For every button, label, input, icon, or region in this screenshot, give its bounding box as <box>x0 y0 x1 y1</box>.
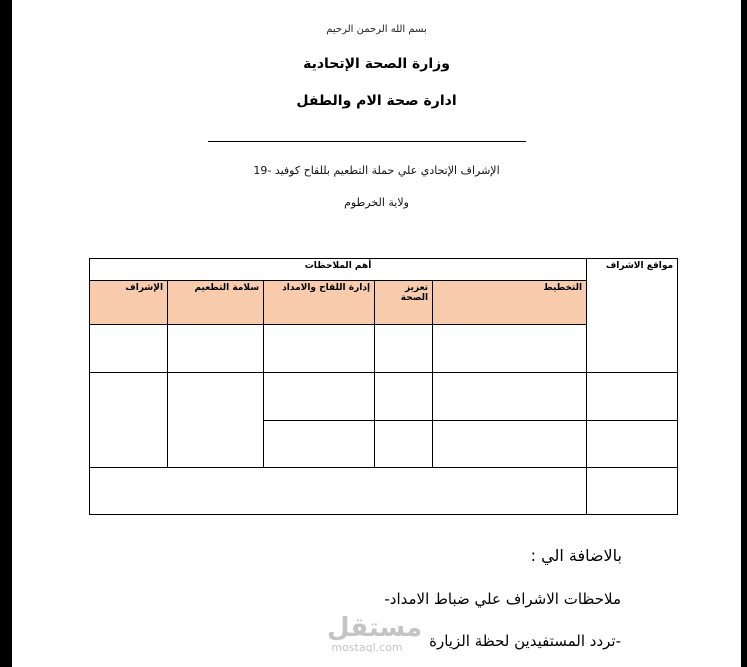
notes-header-cell <box>90 259 587 281</box>
horizontal-rule <box>208 141 526 142</box>
table-cell <box>375 421 433 468</box>
watermark-latin: mostaql.com <box>331 641 403 654</box>
state-name: ولاية الخرطوم <box>344 196 409 209</box>
table-cell <box>433 421 587 468</box>
table-cell <box>264 373 375 421</box>
column-supervision: الإشراف <box>90 281 168 325</box>
basmala: بسم الله الرحمن الرحيم <box>326 24 427 35</box>
sites-header-cell <box>587 259 678 373</box>
table-cell <box>587 421 678 468</box>
mostaql-watermark <box>327 613 423 664</box>
column-health-promotion: تعزيز الصحة <box>375 281 433 325</box>
campaign-subtitle: الإشراف الإتحادي علي حملة التطعيم بللقاح كوفيد -19 <box>253 164 500 177</box>
table-cell <box>264 421 375 468</box>
table-cell <box>587 373 678 421</box>
sites-header: مواقع الاشراف <box>605 261 674 271</box>
note-line: ملاحظات الاشراف علي ضباط الامداد- <box>384 590 621 608</box>
table-cell <box>433 373 587 421</box>
table-cell <box>168 373 264 468</box>
addition-heading: بالاضافة الي : <box>530 546 622 565</box>
table-cell <box>587 468 678 515</box>
column-planning: التخطيط <box>433 281 587 325</box>
column-vaccine-supply: إدارة اللقاح والامداد <box>264 281 375 325</box>
department-title: ادارة صحة الام والطفل <box>296 93 457 109</box>
table-cell <box>90 325 168 373</box>
note-line: -تردد المستفيدين لحظة الزيارة <box>429 632 621 650</box>
column-vaccination-safety: سلامة التطعيم <box>168 281 264 325</box>
ministry-title: وزارة الصحة الإتحادية <box>303 56 450 72</box>
watermark-arabic: مستقل <box>327 613 423 643</box>
table-cell <box>264 325 375 373</box>
document-page <box>12 0 741 667</box>
table-cell <box>168 325 264 373</box>
table-cell <box>375 325 433 373</box>
table-cell <box>375 373 433 421</box>
notes-header: أهم الملاحظات <box>304 261 372 271</box>
table-cell <box>90 468 587 515</box>
supervision-table <box>89 258 678 515</box>
table-cell <box>433 325 587 373</box>
table-cell <box>90 373 168 468</box>
